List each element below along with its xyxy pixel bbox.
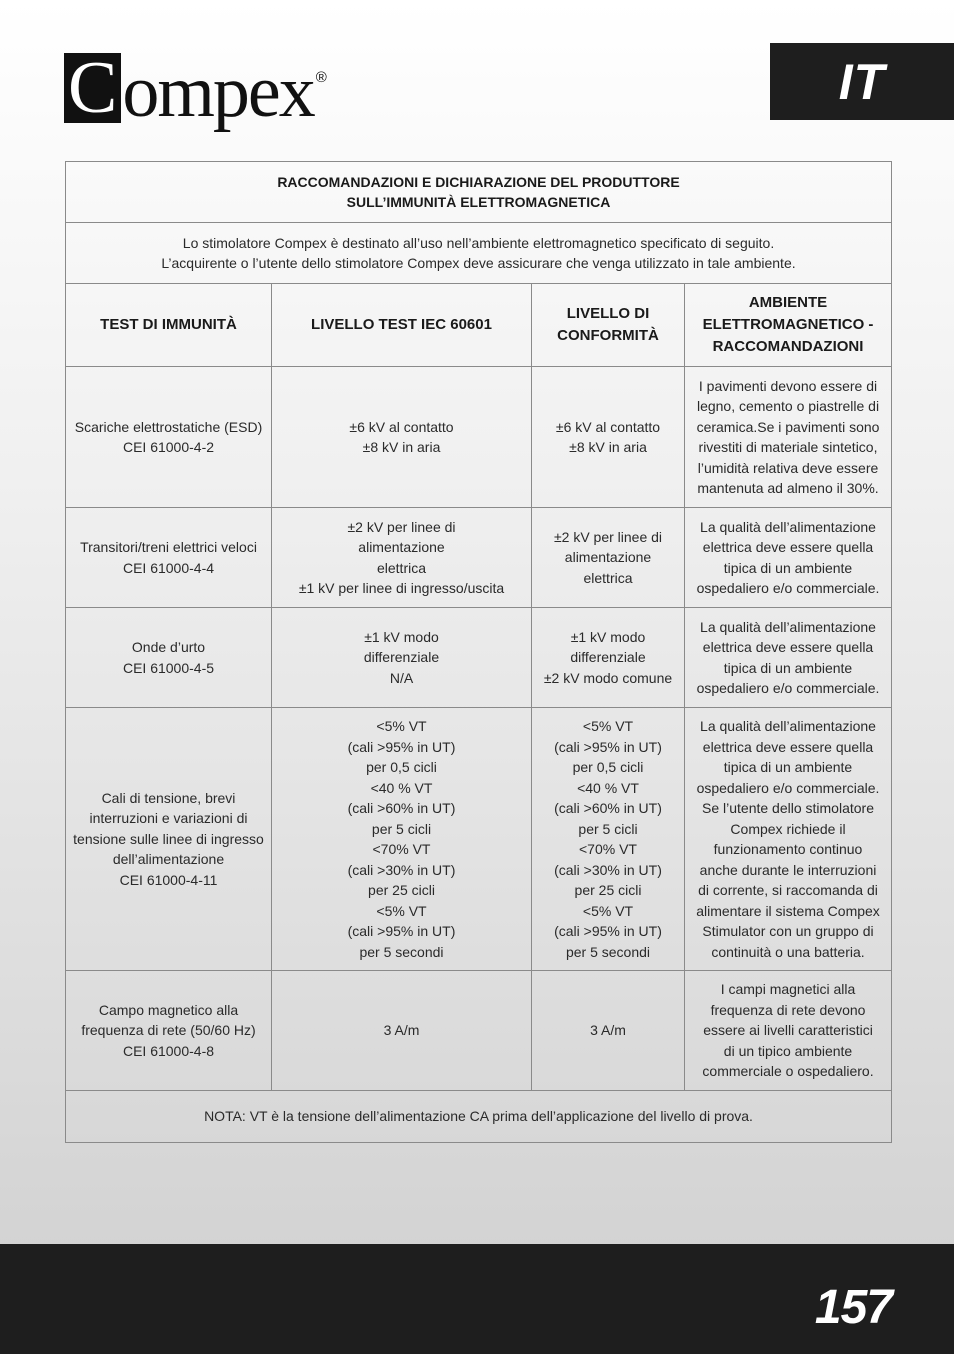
table-row xyxy=(66,367,892,508)
table-row xyxy=(66,508,892,608)
table-row xyxy=(66,608,892,708)
cell-test: Campo magnetico alla frequenza di rete (50/60 Hz) CEI 61000-4-8 xyxy=(66,971,272,1091)
page-number: 157 xyxy=(814,1281,892,1334)
table-row xyxy=(66,708,892,971)
cell-environment: La qualità dell’alimentazione elettrica deve essere quella tipica di un ambiente ospedaliero e/o commerciale. xyxy=(685,508,892,608)
cell-compliance: ±2 kV per linee di alimentazione elettrica xyxy=(532,508,685,608)
immunity-table xyxy=(65,161,892,1143)
cell-test: Transitori/treni elettrici veloci CEI 61000-4-4 xyxy=(66,508,272,608)
table-intro: Lo stimolatore Compex è destinato all’uso nell’ambiente elettromagnetico specificato di seguito. L’acquirente o l’utente dello stimolatore Compex deve assicurare che venga utilizzato in tale ambiente. xyxy=(66,223,892,284)
header-compliance: LIVELLO DI CONFORMITÀ xyxy=(532,284,685,367)
cell-compliance: 3 A/m xyxy=(532,971,685,1091)
cell-level: <5% VT (cali >95% in UT) per 0,5 cicli <40 % VT (cali >60% in UT) per 5 cicli <70% VT (cali >30% in UT) per 25 cicli <5% VT (cali >95% in UT) per 5 secondi xyxy=(272,708,532,971)
cell-level: ±6 kV al contatto ±8 kV in aria xyxy=(272,367,532,508)
logo-cap: C xyxy=(64,53,121,123)
cell-environment: La qualità dell’alimentazione elettrica deve essere quella tipica di un ambiente ospedaliero e/o commerciale. Se l’utente dello stimolatore Compex richiede il funzionamento continuo anche durante le interruzioni di corrente, si raccomanda di alimentare il sistema Compex Stimulator con un gruppo di continuità o una batteria. xyxy=(685,708,892,971)
table-row xyxy=(66,971,892,1091)
table-note: NOTA: VT è la tensione dell’alimentazione CA prima dell’applicazione del livello di prova. xyxy=(66,1091,892,1143)
cell-compliance: ±1 kV modo differenziale ±2 kV modo comune xyxy=(532,608,685,708)
cell-environment: La qualità dell’alimentazione elettrica deve essere quella tipica di un ambiente ospedaliero e/o commerciale. xyxy=(685,608,892,708)
registered-mark: ® xyxy=(315,69,327,86)
header-environment: AMBIENTE ELETTROMAGNETICO - RACCOMANDAZIONI xyxy=(685,284,892,367)
cell-test: Cali di tensione, brevi interruzioni e variazioni di tensione sulle linee di ingresso dell’alimentazione CEI 61000-4-11 xyxy=(66,708,272,971)
compex-logo xyxy=(64,38,327,133)
header-test: TEST DI IMMUNITÀ xyxy=(66,284,272,367)
header-row xyxy=(66,284,892,367)
cell-test: Onde d’urto CEI 61000-4-5 xyxy=(66,608,272,708)
header-level: LIVELLO TEST IEC 60601 xyxy=(272,284,532,367)
footer-bar xyxy=(0,1244,954,1354)
logo-wordmark: ompex xyxy=(122,51,314,133)
cell-environment: I campi magnetici alla frequenza di rete devono essere ai livelli caratteristici di un tipico ambiente commerciale o ospedaliero. xyxy=(685,971,892,1091)
cell-level: 3 A/m xyxy=(272,971,532,1091)
cell-compliance: ±6 kV al contatto ±8 kV in aria xyxy=(532,367,685,508)
language-tab: IT xyxy=(770,43,954,120)
cell-level: ±2 kV per linee di alimentazione elettrica ±1 kV per linee di ingresso/uscita xyxy=(272,508,532,608)
table-title: RACCOMANDAZIONI E DICHIARAZIONE DEL PRODUTTORE SULL’IMMUNITÀ ELETTROMAGNETICA xyxy=(66,162,892,223)
cell-compliance: <5% VT (cali >95% in UT) per 0,5 cicli <40 % VT (cali >60% in UT) per 5 cicli <70% VT (cali >30% in UT) per 25 cicli <5% VT (cali >95% in UT) per 5 secondi xyxy=(532,708,685,971)
cell-level: ±1 kV modo differenziale N/A xyxy=(272,608,532,708)
cell-test: Scariche elettrostatiche (ESD) CEI 61000-4-2 xyxy=(66,367,272,508)
cell-environment: I pavimenti devono essere di legno, cemento o piastrelle di ceramica.Se i pavimenti sono rivestiti di materiale sintetico, l’umidità relativa deve essere mantenuta ad almeno il 30%. xyxy=(685,367,892,508)
